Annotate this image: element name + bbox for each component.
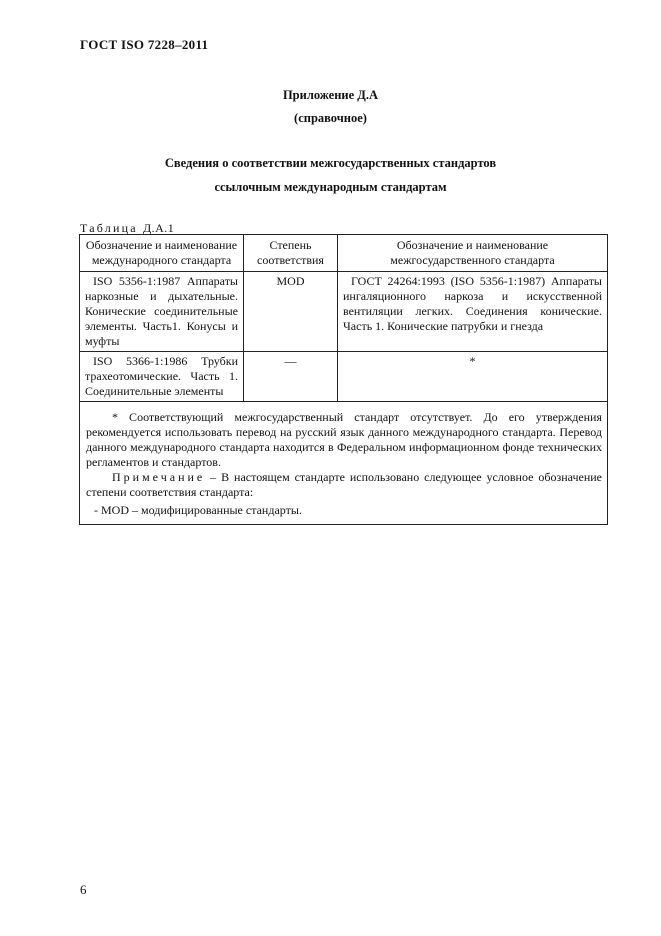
document-code: ГОСТ ISO 7228–2011 bbox=[80, 37, 209, 52]
appendix-subtitle: (справочное) bbox=[294, 111, 367, 125]
table-caption-word: Таблица bbox=[80, 221, 138, 235]
page-number: 6 bbox=[80, 882, 87, 897]
table-row bbox=[80, 352, 608, 402]
cell-degree: MOD bbox=[244, 272, 338, 352]
footnote-text: * Соответствующий межгосударственный стандарт отсутствует. До его утверждения рекомендуется использовать перевод на русский язык данного международного стандарта. Перевод данного международного стандарта находится в Федеральном информационном фонде технических регламентов и стандартов. bbox=[86, 410, 602, 469]
note-paragraph bbox=[86, 470, 602, 500]
table-header-row bbox=[80, 235, 608, 272]
table-footnote-row bbox=[80, 402, 608, 525]
legend-text: - MOD – модифицированные стандарты. bbox=[94, 503, 302, 517]
cell-international-standard: ISO 5366-1:1986 Трубки трахеотомические. Часть 1. Соединительные элементы bbox=[80, 352, 244, 402]
appendix-heading-line2: ссылочным международным стандартам bbox=[214, 180, 447, 194]
appendix-heading-line1: Сведения о соответствии межгосударственных стандартов bbox=[164, 156, 497, 170]
column-header-national: Обозначение и наименование межгосударственного стандарта bbox=[338, 235, 608, 272]
column-header-international: Обозначение и наименование международного стандарта bbox=[80, 235, 244, 272]
column-header-degree: Степень соответствия bbox=[244, 235, 338, 272]
cell-national-standard: * bbox=[338, 352, 608, 402]
correspondence-table bbox=[79, 234, 608, 525]
cell-degree: — bbox=[244, 352, 338, 402]
cell-national-standard: ГОСТ 24264:1993 (ISO 5356-1:1987) Аппараты ингаляционного наркоза и искусственной вентиляции легких. Соединения конические. Часть 1. Конические патрубки и гнезда bbox=[338, 272, 608, 352]
cell-international-standard: ISO 5356-1:1987 Аппараты наркозные и дыхательные. Конические соединительные элементы. Часть1. Конусы и муфты bbox=[80, 272, 244, 352]
note-label: Примечание bbox=[112, 470, 206, 484]
note-text: – В настоящем стандарте использовано следующее условное обозначение степени соответствия стандарта: bbox=[86, 470, 602, 499]
table-caption-number: Д.А.1 bbox=[142, 221, 175, 235]
table-row bbox=[80, 272, 608, 352]
appendix-title: Приложение Д.А bbox=[282, 88, 379, 102]
footnote-cell bbox=[80, 402, 608, 525]
